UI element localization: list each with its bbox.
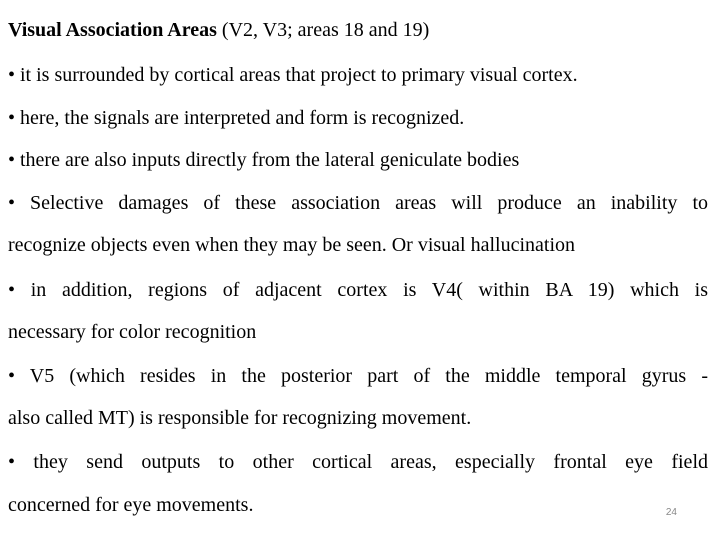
bullet-line-11: concerned for eye movements. xyxy=(8,494,254,516)
bullet-line-6: • in addition, regions of adjacent cortex is V4( within BA 19) which is xyxy=(8,279,708,301)
bullet-line-7: necessary for color recognition xyxy=(8,321,257,343)
slide-title xyxy=(8,14,429,46)
title-rest: (V2, V3; areas 18 and 19) xyxy=(216,19,430,41)
page-number: 24 xyxy=(665,507,677,518)
bullet-line-5: recognize objects even when they may be seen. Or visual hallucination xyxy=(8,234,576,256)
bullet-line-8: • V5 (which resides in the posterior part of the middle temporal gyrus - xyxy=(8,365,708,387)
title-bold: Visual Association Areas xyxy=(8,19,217,41)
bullet-line-3: • there are also inputs directly from the lateral geniculate bodies xyxy=(8,149,520,171)
bullet-line-4: • Selective damages of these association areas will produce an inability to xyxy=(8,192,708,214)
bullet-line-9: also called MT) is responsible for recognizing movement. xyxy=(8,407,472,429)
bullet-line-1: • it is surrounded by cortical areas that project to primary visual cortex. xyxy=(8,64,578,86)
bullet-line-10: • they send outputs to other cortical areas, especially frontal eye field xyxy=(8,451,708,473)
bullet-line-2: • here, the signals are interpreted and form is recognized. xyxy=(8,107,465,129)
